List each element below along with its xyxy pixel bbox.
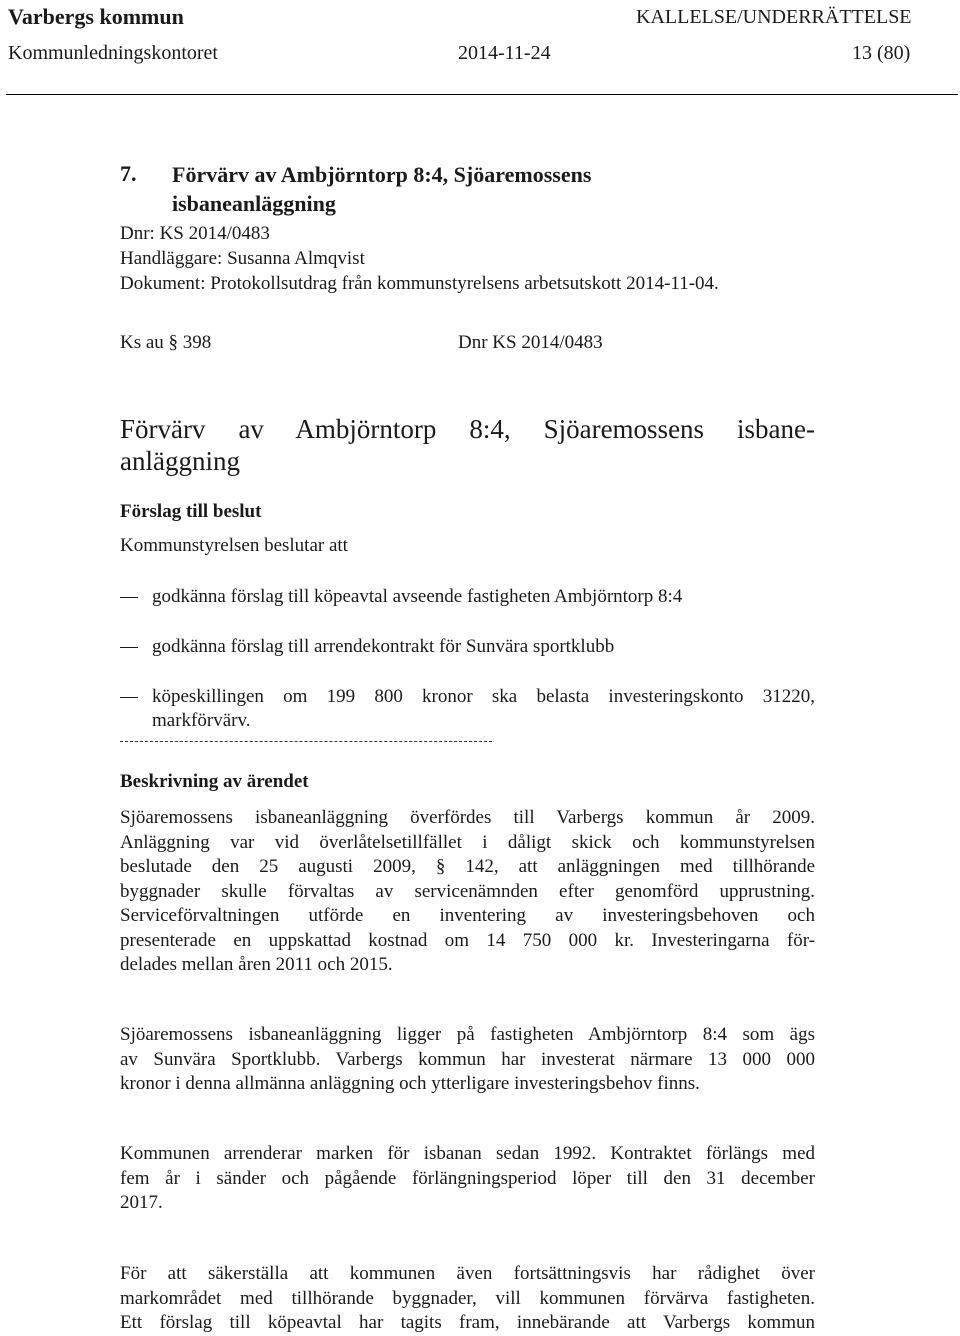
paragraph-line: markområdet med tillhörande byggnader, vill kommunen förvärva fastigheten. [120,1287,815,1309]
paragraph-line: Sjöaremossens isbaneanläggning överfördes till Varbergs kommun år 2009. [120,807,815,828]
protocol-title [120,413,815,477]
item-dokument: Dokument: Protokollsutdrag från kommunstyrelsens arbetsutskott 2014-11-04. [120,273,719,294]
office-name: Kommunledningskontoret [8,42,218,64]
paragraph-line: Kommunen arrenderar marken för isbanan sedan 1992. Kontraktet förlängs med [120,1143,815,1164]
item-dnr: Dnr: KS 2014/0483 [120,223,270,244]
paragraph-line: För att säkerställa att kommunen även fortsättningsvis har rådighet över [120,1263,815,1284]
document-date: 2014-11-24 [458,42,551,64]
description-paragraph [120,1262,815,1336]
paragraph-line: Serviceförvaltningen utförde en inventering av investeringsbehoven och [120,905,815,926]
item-number: 7. [120,161,137,186]
paragraph-line: presenterade en uppskattad kostnad om 14 750 000 kr. Investeringarna för- [120,929,815,951]
protocol-dnr: Dnr KS 2014/0483 [458,332,603,353]
item-handlaggare: Handläggare: Susanna Almqvist [120,248,365,269]
bullet-text-line: köpeskillingen om 199 800 kronor ska belasta investeringskonto 31220, [152,686,815,707]
paragraph-line: kronor i denna allmänna anläggning och ytterligare investeringsbehov finns. [120,1073,700,1094]
bullet-item [152,635,815,659]
organization-name: Varbergs kommun [8,4,184,29]
item-title-line-2: isbaneanläggning [172,191,336,216]
paragraph-line: Ett förslag till köpeavtal har tagits fram, innebärande att Varbergs kommun [120,1312,815,1333]
protocol-title-line-2: anläggning [120,446,240,476]
paragraph-line: Sjöaremossens isbaneanläggning ligger på fastigheten Ambjörntorp 8:4 som ägs [120,1024,815,1045]
header-divider [6,94,958,95]
bullet-dash [120,647,138,648]
paragraph-line: delades mellan åren 2011 och 2015. [120,954,393,975]
proposal-heading: Förslag till beslut [120,501,262,522]
description-heading: Beskrivning av ärendet [120,771,309,792]
bullet-text-line: godkänna förslag till arrendekontrakt för Sunvära sportklubb [152,636,615,657]
paragraph-line: 2017. [120,1192,163,1213]
protocol-reference: Ks au § 398 [120,332,212,353]
proposal-intro: Kommunstyrelsen beslutar att [120,535,348,556]
paragraph-line: byggnader skulle förvaltas av servicenämnden efter genomförd upprustning. [120,880,815,902]
section-divider [120,741,492,742]
description-paragraph [120,806,815,978]
document-type: KALLELSE/UNDERRÄTTELSE [636,6,912,28]
bullet-item [152,585,815,609]
description-paragraph [120,1142,815,1216]
protocol-title-line-1: Förvärv av Ambjörntorp 8:4, Sjöaremossens isbane- [120,414,815,444]
paragraph-line: beslutade den 25 augusti 2009, § 142, att anläggningen med tillhörande [120,856,815,877]
bullet-dash [120,597,138,598]
paragraph-line: Anläggning var vid överlåtelsetillfället i dåligt skick och kommunstyrelsen [120,831,815,853]
description-paragraph [120,1023,815,1097]
paragraph-line: fem år i sänder och pågående förlängningsperiod löper till den 31 december [120,1167,815,1189]
item-title-line-1: Förvärv av Ambjörntorp 8:4, Sjöaremossens [172,162,592,187]
bullet-text-line: markförvärv. [152,710,251,731]
bullet-text-line: godkänna förslag till köpeavtal avseende fastigheten Ambjörntorp 8:4 [152,586,683,607]
bullet-dash [120,697,138,698]
bullet-item [152,685,815,733]
page-number: 13 (80) [852,42,911,64]
item-title [172,160,732,218]
paragraph-line: av Sunvära Sportklubb. Varbergs kommun har investerat närmare 13 000 000 [120,1048,815,1070]
